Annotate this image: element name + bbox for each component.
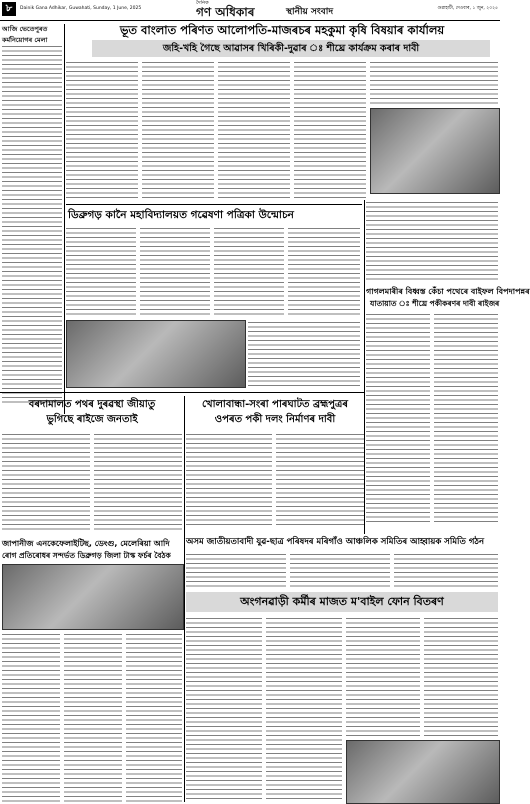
date-right: গুৱাহাটী, দেওবাৰ, ১ জুন, ২০২৫ [437,6,498,11]
page-header [0,0,500,21]
story2-col4 [288,226,360,316]
story6-col2 [64,632,122,802]
story3-col1 [366,312,430,522]
column-divider [184,396,185,802]
story8-col4 [424,616,498,736]
story7-col3 [394,552,498,588]
main-story-col4 [294,60,366,200]
story7-headline: অসম জাতীয়তাবাদী যুৱ-ছাত্ৰ পৰিষদৰ মৰিগাঁও আঞ্চলিক সমিতিৰ আহ্বায়ক সমিতি গঠন [186,537,485,547]
story8-col1 [186,616,262,802]
office-building-photo [370,108,500,194]
story6-col3 [126,632,182,802]
columnist-body-text [2,44,62,404]
story7-col1 [186,552,286,588]
column-divider [364,200,365,534]
divider [66,204,362,205]
columnist-line1: আজি ভেতেপুৰত [2,25,48,33]
story8-col2 [266,616,342,802]
columnist-line2: কৰ্মনিয়োগৰ মেলা [2,36,48,44]
story4-col2 [94,432,182,532]
main-story-col5 [370,60,498,104]
story3-col2 [434,312,498,522]
story5-col2 [276,432,364,528]
journal-launch-photo [66,320,246,388]
story2-col5 [248,320,360,386]
main-story-col1 [66,60,138,200]
column-divider [64,24,65,414]
main-headline: ভূত বাংলাত পৰিণত আলোপতি-মাজৰচৰ মহকুমা কৃষি বিষয়াৰ কাৰ্যালয় [119,23,445,37]
story8-headline: অংগনৱাড়ী কৰ্মীৰ মাজত ম'বাইল ফোন বিতৰণ [186,592,498,612]
story4-col1 [2,432,90,532]
main-story-continued [366,200,498,280]
story5-col1 [186,432,272,528]
story6-headline-line1: জাপানীজ এনকেফেলাইটিছ, ডেংগু, মেলেৰিয়া আদি [2,539,170,548]
main-story-col3 [218,60,290,200]
divider [0,392,364,393]
story2-headline: ডিব্ৰুগড় কানৈ মহাবিদ্যালয়ত গৱেষণা পত্ৰিকা উন্মোচন [68,209,294,221]
story7-col2 [290,552,390,588]
page-number: ৮ [2,2,16,16]
story5-headline-line2: ওপৰত পকী দলং নিৰ্মাণৰ দাবী [214,414,336,425]
story3-headline-line1: গাগলমাৰীৰ বিধ্বস্ত কেঁচা পথেৰে বাইফল বিপদাপন্নৰ [366,287,530,296]
phone-distribution-photo [346,740,500,804]
story4-headline-line2: ভুগিছে ৰাইজে জনতাই [46,414,138,425]
story6-headline-line2: ৰোগ প্ৰতিৰোধৰ সন্দৰ্ভত ডিব্ৰুগড় জিলা টাস্ক ফৰ্চৰ বৈঠক [2,551,171,560]
main-subheadline: জহি-খহি গৈছে আৱাসৰ খিৰিকী-দুৱাৰ ঃ শীঘ্ৰে কাৰ্যক্ৰম কৰাৰ দাবী [92,40,490,57]
story2-col1 [66,226,136,316]
main-story-col2 [142,60,214,200]
story2-col3 [214,226,284,316]
masthead-logo: গণ অধিকাৰ [196,5,255,19]
story6-col1 [2,632,60,802]
story4-headline-line1: বৰদামালত পথৰ দুৰৱস্থা জীয়াতু [28,399,156,410]
story3-headline-line2: যাতায়াত ঃ শীঘ্ৰে পকীকৰণৰ দাবী ৰাইজৰ [370,299,500,308]
masthead-top-word: দৈনিক [196,0,209,6]
story8-col3 [346,616,420,736]
story5-headline-line1: খোলাবান্ধা-সংৰা পাৰঘাটত ব্ৰহ্মপুত্ৰৰ [201,399,349,410]
task-force-meeting-photo [2,564,184,630]
section-title: স্থানীয় সংবাদ [286,7,334,17]
story2-col2 [140,226,210,316]
masthead-left-text: Dainik Gana Adhikar, Guwahati, Sunday, 1 June, 2025 [20,6,142,11]
